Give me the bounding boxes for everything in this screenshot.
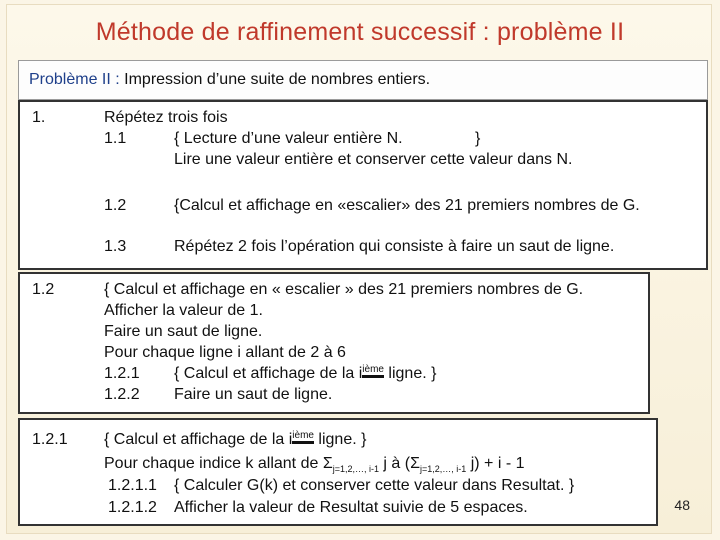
step-1-2-line-3: Faire un saut de ligne. xyxy=(104,323,263,340)
step-1-2-1-refine-number: 1.2.1 xyxy=(32,431,68,448)
step-1-1-number: 1.1 xyxy=(104,130,127,147)
step-1-2-refine-title: { Calcul et affichage en « escalier » des 21 premiers nombres de G. xyxy=(104,281,584,298)
step-1-1-text: { Lecture d’une valeur entière N. xyxy=(174,130,403,147)
step-1-2-1-text-b: ligne. } xyxy=(388,365,437,382)
step-1-2-box xyxy=(18,272,650,414)
step-1-number: 1. xyxy=(32,109,46,126)
step-1-2-1-box xyxy=(18,418,658,526)
block3-line1-a: { Calcul et affichage de la i xyxy=(104,431,293,448)
step-1-3-text: Répétez 2 fois l’opération qui consiste à faire un saut de ligne. xyxy=(174,238,615,255)
step-1-2-1-2-number: 1.2.1.2 xyxy=(108,499,157,516)
step-1-2-1-sup: ième xyxy=(362,364,384,378)
step-1-2-1-refine-title xyxy=(104,430,366,450)
step-1-2-1-1-text: { Calculer G(k) et conserver cette valeur dans Resultat. } xyxy=(174,477,575,494)
step-1-3-number: 1.3 xyxy=(104,238,127,255)
step-1-repeat: Répétez trois fois xyxy=(104,109,228,126)
step-1-2-1-text xyxy=(174,364,436,384)
block3-loop-c: j) + i - 1 xyxy=(466,455,525,472)
step-1-2-refine-number: 1.2 xyxy=(32,281,55,298)
problem-header xyxy=(29,70,430,90)
block3-loop-b: j à ( xyxy=(378,455,411,472)
sigma-symbol-1: Σ xyxy=(322,455,333,472)
step-1-2-2-text: Faire un saut de ligne. xyxy=(174,386,333,403)
step-1-2-1-1-number: 1.2.1.1 xyxy=(108,477,157,494)
step-1-2-line-4: Pour chaque ligne i allant de 2 à 6 xyxy=(104,344,346,361)
block3-line1-b: ligne. } xyxy=(313,431,367,448)
step-1-2-text: {Calcul et affichage en «escalier» des 21 premiers nombres de G. xyxy=(174,197,640,214)
problem-header-box xyxy=(18,60,708,100)
sigma-symbol-2: Σ xyxy=(410,455,420,472)
sigma-sub-2: j=1,2,…, i-1 xyxy=(420,464,467,474)
step-1-2-1-2-text: Afficher la valeur de Resultat suivie de 5 espaces. xyxy=(174,499,528,516)
block3-line1-sup: ième xyxy=(292,430,314,444)
step-1-1-detail: Lire une valeur entière et conserver cette valeur dans N. xyxy=(174,151,573,168)
problem-header-prefix: Problème II : xyxy=(29,71,125,88)
step-1-2-line-2: Afficher la valeur de 1. xyxy=(104,302,263,319)
slide-title: Méthode de raffinement successif : problème II xyxy=(95,18,625,46)
step-1-box xyxy=(18,100,708,270)
step-1-2-1-number: 1.2.1 xyxy=(104,365,140,382)
block3-loop-a: Pour chaque indice k allant de xyxy=(104,455,323,472)
problem-header-text: Impression d’une suite de nombres entiers. xyxy=(124,71,431,88)
step-1-2-number: 1.2 xyxy=(104,197,127,214)
step-1-2-1-text-a: { Calcul et affichage de la i xyxy=(174,365,363,382)
block3-loop-line xyxy=(104,454,525,474)
sigma-sub-1: j=1,2,…, i-1 xyxy=(332,464,379,474)
step-1-1-close: } xyxy=(475,130,481,147)
page-number: 48 xyxy=(674,497,690,513)
step-1-2-2-number: 1.2.2 xyxy=(104,386,140,403)
